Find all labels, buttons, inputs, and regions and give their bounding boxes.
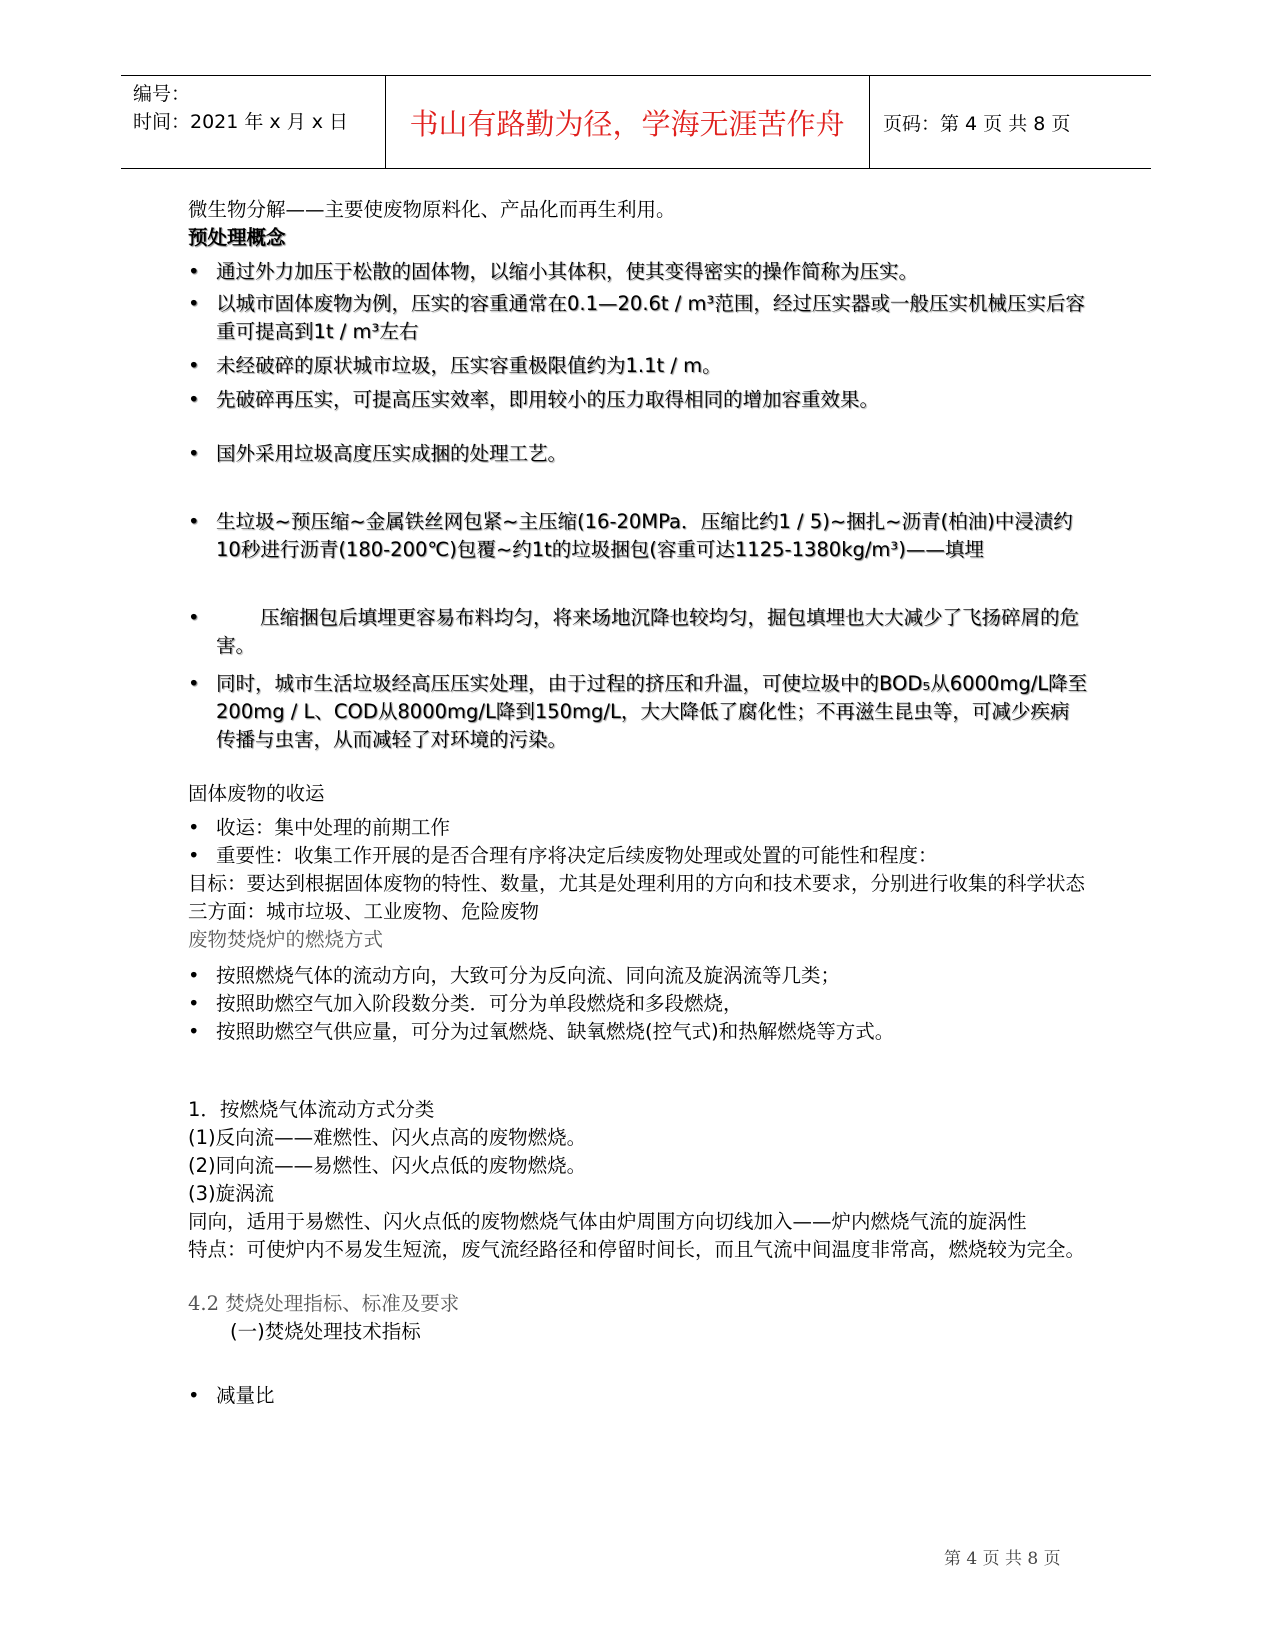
list-item-text: 重要性：收集工作开展的是否合理有序将决定后续废物处理或处置的可能性和程度： (216, 844, 938, 867)
list-item-text: 压缩捆包后填埋更容易布料均匀，将来场地沉降也较均匀，掘包填埋也大大减少了飞扬碎屑的危害。 (216, 606, 1080, 657)
list-item (188, 440, 1088, 468)
paragraph: (2)同向流——易燃性、闪火点低的废物燃烧。 (188, 1154, 587, 1177)
time-label: 时间：2021 年 x 月 x 日 (133, 111, 349, 133)
paragraph: 同向，适用于易燃性、闪火点低的废物燃烧气体由炉周围方向切线加入——炉内燃烧气流的旋涡性 (188, 1210, 1027, 1233)
bullet-icon: • (188, 606, 200, 629)
list-item (188, 386, 1088, 414)
list-item-text: 收运：集中处理的前期工作 (216, 816, 451, 839)
list-item (188, 508, 1088, 564)
bullet-icon: • (188, 816, 200, 839)
list-item-text: 减量比 (216, 1384, 275, 1407)
section-heading: 固体废物的收运 (188, 782, 325, 805)
list-item (188, 842, 1088, 870)
header-page-info: 页码：第 4 页 共 8 页 (883, 113, 1071, 135)
bullet-icon: • (188, 292, 200, 315)
paragraph: (3)旋涡流 (188, 1182, 275, 1205)
bullet-icon: • (188, 260, 200, 283)
list-item-text: 同时，城市生活垃圾经高压压实处理，由于过程的挤压和升温，可使垃圾中的BOD₅从6000mg/L降至200mg / L、COD从8000mg/L降到150mg/L，大大降低了腐化性；不再滋生昆虫等，可减少疾病传播与虫害，从而减轻了对环境的污染。 (216, 672, 1088, 751)
list-item (188, 290, 1088, 346)
paragraph: 三方面：城市垃圾、工业废物、危险废物 (188, 900, 540, 923)
bullet-icon: • (188, 388, 200, 411)
list-item (188, 604, 1088, 660)
paragraph: 目标：要达到根据固体废物的特性、数量，尤其是处理利用的方向和技术要求，分别进行收集的科学状态 (188, 872, 1086, 895)
bullet-icon: • (188, 1020, 200, 1043)
bullet-icon: • (188, 964, 200, 987)
list-item (188, 990, 1088, 1018)
document-body (188, 196, 1088, 1410)
bullet-icon: • (188, 844, 200, 867)
list-item-text: 通过外力加压于松散的固体物，以缩小其体积，使其变得密实的操作简称为压实。 (216, 260, 919, 283)
bullet-icon: • (188, 510, 200, 533)
number-label: 编号： (133, 83, 191, 105)
bullet-icon: • (188, 672, 200, 695)
list-item (188, 1382, 1088, 1410)
list-item-text: 按照助燃空气加入阶段数分类．可分为单段燃烧和多段燃烧， (216, 992, 743, 1015)
bullet-icon: • (188, 354, 200, 377)
paragraph: 特点：可使炉内不易发生短流，废气流经路径和停留时间长，而且气流中间温度非常高，燃烧较为完全。 (188, 1238, 1086, 1261)
list-item-text: 生垃圾~预压缩~金属铁丝网包紧~主压缩(16-20MPa．压缩比约1 / 5)~捆扎~沥青(柏油)中浸渍约10秒进行沥青(180-200℃)包覆~约1t的垃圾捆包(容重可达1125-1380kg/m³)——填埋 (216, 510, 1073, 561)
header-meta (133, 80, 348, 136)
list-item (188, 962, 1088, 990)
header-divider (869, 76, 870, 168)
list-item-text: 按照助燃空气供应量，可分为过氧燃烧、缺氧燃烧(控气式)和热解燃烧等方式。 (216, 1020, 895, 1043)
section-heading: 预处理概念 (188, 226, 286, 249)
list-item (188, 814, 1088, 842)
header-table (121, 75, 1151, 169)
section-heading: 废物焚烧炉的燃烧方式 (188, 928, 384, 951)
list-item-text: 未经破碎的原状城市垃圾，压实容重极限值约为1.1t / m。 (216, 354, 722, 377)
list-item (188, 1018, 1088, 1046)
list-item (188, 352, 1088, 380)
bullet-icon: • (188, 442, 200, 465)
list-item (188, 670, 1088, 754)
list-item-text: 以城市固体废物为例，压实的容重通常在0.1—20.6t / m³范围，经过压实器或一般压实机械压实后容重可提高到1t / m³左右 (216, 292, 1085, 343)
paragraph: 微生物分解——主要使废物原料化、产品化而再生利用。 (188, 198, 676, 221)
bullet-icon: • (188, 992, 200, 1015)
header-motto: 书山有路勤为径，学海无涯苦作舟 (409, 106, 845, 141)
list-item (188, 258, 1088, 286)
bullet-icon: • (188, 1384, 200, 1407)
list-item-text: 国外采用垃圾高度压实成捆的处理工艺。 (216, 442, 568, 465)
subsection-heading: 1．按燃烧气体流动方式分类 (188, 1098, 435, 1121)
list-item-text: 先破碎再压实，可提高压实效率，即用较小的压力取得相同的增加容重效果。 (216, 388, 880, 411)
page-footer: 第 4 页 共 8 页 (944, 1549, 1061, 1569)
paragraph: (1)反向流——难燃性、闪火点高的废物燃烧。 (188, 1126, 587, 1149)
section-heading: 4.2 焚烧处理指标、标准及要求 (188, 1292, 460, 1315)
list-item-text: 按照燃烧气体的流动方向，大致可分为反向流、同向流及旋涡流等几类； (216, 964, 841, 987)
subsection-heading: (一)焚烧处理技术指标 (230, 1320, 421, 1343)
